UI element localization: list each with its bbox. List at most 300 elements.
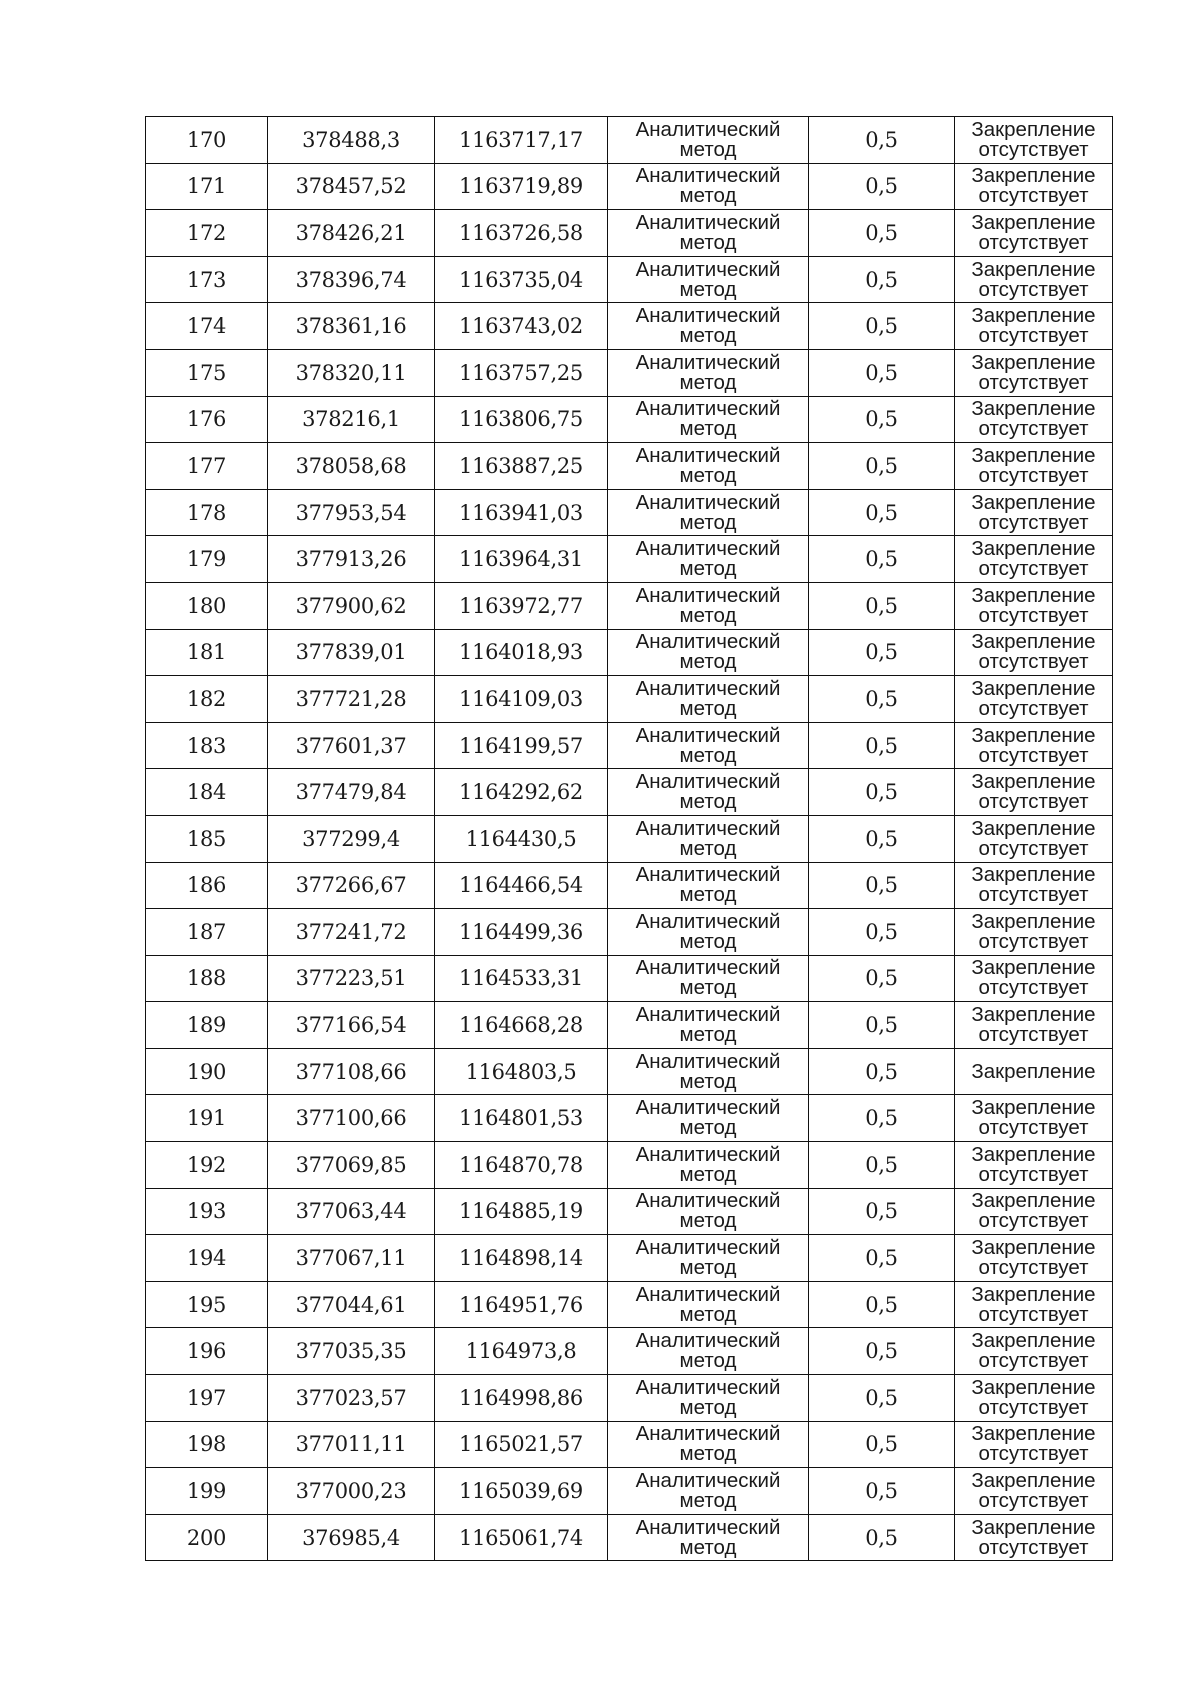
method-line-1: Аналитический [635,350,781,374]
point-number-cell: 182 [146,676,268,723]
method-line-1: Аналитический [635,1049,781,1073]
method-cell [608,955,809,1002]
fixing-line-2: отсутствует [978,1395,1089,1419]
fixing-line-2: отсутствует [978,417,1089,441]
fixing-line-1: Закрепление [971,1282,1096,1306]
fixing-cell [955,1468,1113,1515]
table-body [146,117,1113,1561]
y-coordinate-cell: 1163726,58 [435,210,608,257]
fixing-cell [955,1048,1113,1095]
method-line-1: Аналитический [635,863,781,887]
table-row [146,769,1113,816]
fixing-cell [955,629,1113,676]
table-row [146,815,1113,862]
method-line-2: метод [679,557,737,581]
accuracy-cell: 0,5 [809,489,955,536]
fixing-line-1: Закрепление [971,956,1096,980]
y-coordinate-cell: 1164870,78 [435,1142,608,1189]
table-row [146,1281,1113,1328]
table-row [146,1235,1113,1282]
x-coordinate-cell: 377839,01 [268,629,435,676]
y-coordinate-cell: 1163757,25 [435,349,608,396]
accuracy-cell: 0,5 [809,769,955,816]
method-line-1: Аналитический [635,117,781,141]
accuracy-cell: 0,5 [809,1375,955,1422]
method-line-1: Аналитический [635,1236,781,1260]
table-row [146,1328,1113,1375]
y-coordinate-cell: 1163972,77 [435,582,608,629]
table-row [146,303,1113,350]
fixing-line-1: Закрепление [971,583,1096,607]
table-row [146,722,1113,769]
fixing-line-2: отсутствует [978,557,1089,581]
fixing-cell [955,1188,1113,1235]
x-coordinate-cell: 376985,4 [268,1514,435,1561]
accuracy-cell: 0,5 [809,1095,955,1142]
x-coordinate-cell: 377023,57 [268,1375,435,1422]
method-cell [608,1514,809,1561]
point-number-cell: 191 [146,1095,268,1142]
method-line-1: Аналитический [635,490,781,514]
x-coordinate-cell: 377266,67 [268,862,435,909]
accuracy-cell: 0,5 [809,163,955,210]
x-coordinate-cell: 377063,44 [268,1188,435,1235]
y-coordinate-cell: 1164109,03 [435,676,608,723]
fixing-line-1: Закрепление [971,770,1096,794]
method-line-1: Аналитический [635,676,781,700]
accuracy-cell: 0,5 [809,909,955,956]
accuracy-cell: 0,5 [809,117,955,164]
method-line-2: метод [679,1442,737,1466]
x-coordinate-cell: 378361,16 [268,303,435,350]
point-number-cell: 176 [146,396,268,443]
table-row [146,117,1113,164]
x-coordinate-cell: 378488,3 [268,117,435,164]
fixing-line-2: отсутствует [978,463,1089,487]
y-coordinate-cell: 1165061,74 [435,1514,608,1561]
method-line-2: метод [679,370,737,394]
method-cell [608,396,809,443]
fixing-line-2: отсутствует [978,790,1089,814]
fixing-line-2: отсутствует [978,1209,1089,1233]
point-number-cell: 179 [146,536,268,583]
fixing-cell [955,722,1113,769]
fixing-cell [955,163,1113,210]
fixing-cell [955,815,1113,862]
accuracy-cell: 0,5 [809,862,955,909]
fixing-cell [955,349,1113,396]
accuracy-cell: 0,5 [809,1328,955,1375]
fixing-cell [955,1095,1113,1142]
fixing-line-2: отсутствует [978,603,1089,627]
x-coordinate-cell: 377000,23 [268,1468,435,1515]
method-line-1: Аналитический [635,397,781,421]
table-row [146,676,1113,723]
x-coordinate-cell: 378320,11 [268,349,435,396]
fixing-line-1: Закрепление [971,630,1096,654]
method-line-2: метод [679,1116,737,1140]
fixing-line-2: отсутствует [978,883,1089,907]
fixing-line-1: Закрепление [971,443,1096,467]
fixing-cell [955,676,1113,723]
y-coordinate-cell: 1164885,19 [435,1188,608,1235]
fixing-line-2: отсутствует [978,324,1089,348]
accuracy-cell: 0,5 [809,256,955,303]
accuracy-cell: 0,5 [809,303,955,350]
fixing-line-2: отсутствует [978,277,1089,301]
fixing-line-2: отсутствует [978,1256,1089,1280]
fixing-line-2: отсутствует [978,743,1089,767]
point-number-cell: 172 [146,210,268,257]
y-coordinate-cell: 1165021,57 [435,1421,608,1468]
y-coordinate-cell: 1164199,57 [435,722,608,769]
point-number-cell: 193 [146,1188,268,1235]
method-cell [608,1048,809,1095]
point-number-cell: 196 [146,1328,268,1375]
x-coordinate-cell: 377241,72 [268,909,435,956]
y-coordinate-cell: 1164668,28 [435,1002,608,1049]
method-line-1: Аналитический [635,1469,781,1493]
method-cell [608,1235,809,1282]
accuracy-cell: 0,5 [809,629,955,676]
fixing-cell [955,1375,1113,1422]
fixing-line-2: отсутствует [978,510,1089,534]
method-cell [608,1328,809,1375]
x-coordinate-cell: 378426,21 [268,210,435,257]
y-coordinate-cell: 1164998,86 [435,1375,608,1422]
fixing-line-1: Закрепление [971,1329,1096,1353]
method-line-2: метод [679,230,737,254]
table-row [146,862,1113,909]
y-coordinate-cell: 1164292,62 [435,769,608,816]
y-coordinate-cell: 1165039,69 [435,1468,608,1515]
fixing-line-1: Закрепление [971,1469,1096,1493]
fixing-cell [955,862,1113,909]
method-line-2: метод [679,790,737,814]
x-coordinate-cell: 377100,66 [268,1095,435,1142]
point-number-cell: 174 [146,303,268,350]
x-coordinate-cell: 377601,37 [268,722,435,769]
point-number-cell: 186 [146,862,268,909]
table-row [146,1048,1113,1095]
accuracy-cell: 0,5 [809,1188,955,1235]
method-cell [608,722,809,769]
point-number-cell: 190 [146,1048,268,1095]
method-cell [608,117,809,164]
table-row [146,582,1113,629]
method-cell [608,210,809,257]
fixing-line-1: Закрепление [971,1096,1096,1120]
method-cell [608,1375,809,1422]
fixing-line-1: Закрепление [971,1059,1096,1083]
table-row [146,349,1113,396]
point-number-cell: 170 [146,117,268,164]
fixing-line-1: Закрепление [971,257,1096,281]
y-coordinate-cell: 1163806,75 [435,396,608,443]
fixing-cell [955,443,1113,490]
point-number-cell: 197 [146,1375,268,1422]
accuracy-cell: 0,5 [809,1002,955,1049]
fixing-cell [955,769,1113,816]
fixing-cell [955,1281,1113,1328]
point-number-cell: 199 [146,1468,268,1515]
accuracy-cell: 0,5 [809,1514,955,1561]
method-cell [608,256,809,303]
table-row [146,1002,1113,1049]
fixing-line-2: отсутствует [978,1349,1089,1373]
method-cell [608,909,809,956]
table-row [146,909,1113,956]
fixing-line-1: Закрепление [971,816,1096,840]
point-number-cell: 173 [146,256,268,303]
method-cell [608,489,809,536]
fixing-cell [955,1328,1113,1375]
fixing-line-1: Закрепление [971,490,1096,514]
table-row [146,955,1113,1002]
fixing-line-1: Закрепление [971,676,1096,700]
method-line-1: Аналитический [635,583,781,607]
x-coordinate-cell: 378058,68 [268,443,435,490]
accuracy-cell: 0,5 [809,1235,955,1282]
table-row [146,256,1113,303]
x-coordinate-cell: 377108,66 [268,1048,435,1095]
fixing-line-2: отсутствует [978,696,1089,720]
fixing-line-1: Закрепление [971,1189,1096,1213]
x-coordinate-cell: 377166,54 [268,1002,435,1049]
table-row [146,1095,1113,1142]
method-cell [608,629,809,676]
x-coordinate-cell: 377913,26 [268,536,435,583]
point-number-cell: 178 [146,489,268,536]
fixing-line-2: отсутствует [978,976,1089,1000]
fixing-cell [955,396,1113,443]
x-coordinate-cell: 378457,52 [268,163,435,210]
x-coordinate-cell: 378396,74 [268,256,435,303]
accuracy-cell: 0,5 [809,443,955,490]
fixing-line-1: Закрепление [971,210,1096,234]
method-line-2: метод [679,743,737,767]
fixing-line-2: отсутствует [978,1116,1089,1140]
fixing-line-2: отсутствует [978,1442,1089,1466]
table-row [146,210,1113,257]
point-number-cell: 185 [146,815,268,862]
method-line-1: Аналитический [635,210,781,234]
fixing-line-1: Закрепление [971,1236,1096,1260]
method-cell [608,349,809,396]
point-number-cell: 187 [146,909,268,956]
method-cell [608,443,809,490]
method-cell [608,1421,809,1468]
x-coordinate-cell: 377011,11 [268,1421,435,1468]
method-line-2: метод [679,603,737,627]
method-line-2: метод [679,836,737,860]
table-row [146,443,1113,490]
fixing-line-1: Закрепление [971,537,1096,561]
fixing-cell [955,1002,1113,1049]
method-line-2: метод [679,1349,737,1373]
x-coordinate-cell: 377900,62 [268,582,435,629]
method-line-1: Аналитический [635,1422,781,1446]
fixing-cell [955,1514,1113,1561]
method-line-1: Аналитический [635,304,781,328]
method-line-1: Аналитический [635,723,781,747]
x-coordinate-cell: 377953,54 [268,489,435,536]
accuracy-cell: 0,5 [809,815,955,862]
method-line-1: Аналитический [635,1282,781,1306]
method-line-2: метод [679,137,737,161]
y-coordinate-cell: 1164803,5 [435,1048,608,1095]
method-line-2: метод [679,417,737,441]
y-coordinate-cell: 1163941,03 [435,489,608,536]
method-line-1: Аналитический [635,770,781,794]
fixing-cell [955,909,1113,956]
method-cell [608,1468,809,1515]
point-number-cell: 192 [146,1142,268,1189]
y-coordinate-cell: 1164898,14 [435,1235,608,1282]
x-coordinate-cell: 377479,84 [268,769,435,816]
fixing-line-1: Закрепление [971,723,1096,747]
point-number-cell: 171 [146,163,268,210]
method-line-1: Аналитический [635,1189,781,1213]
method-line-2: метод [679,650,737,674]
y-coordinate-cell: 1164801,53 [435,1095,608,1142]
method-cell [608,1188,809,1235]
fixing-cell [955,210,1113,257]
method-cell [608,769,809,816]
fixing-cell [955,117,1113,164]
fixing-cell [955,303,1113,350]
fixing-line-1: Закрепление [971,909,1096,933]
table-row [146,1468,1113,1515]
point-number-cell: 194 [146,1235,268,1282]
accuracy-cell: 0,5 [809,1142,955,1189]
fixing-line-2: отсутствует [978,1162,1089,1186]
method-line-2: метод [679,324,737,348]
y-coordinate-cell: 1163735,04 [435,256,608,303]
table-row [146,489,1113,536]
table-row [146,1421,1113,1468]
fixing-line-1: Закрепление [971,1375,1096,1399]
fixing-line-2: отсутствует [978,1535,1089,1559]
method-cell [608,1142,809,1189]
method-line-2: метод [679,1256,737,1280]
point-number-cell: 188 [146,955,268,1002]
x-coordinate-cell: 377721,28 [268,676,435,723]
y-coordinate-cell: 1164951,76 [435,1281,608,1328]
y-coordinate-cell: 1163964,31 [435,536,608,583]
method-line-1: Аналитический [635,909,781,933]
fixing-line-2: отсутствует [978,1302,1089,1326]
method-line-2: метод [679,1069,737,1093]
point-number-cell: 189 [146,1002,268,1049]
accuracy-cell: 0,5 [809,536,955,583]
y-coordinate-cell: 1164499,36 [435,909,608,956]
x-coordinate-cell: 377035,35 [268,1328,435,1375]
point-number-cell: 180 [146,582,268,629]
accuracy-cell: 0,5 [809,1281,955,1328]
method-cell [608,303,809,350]
method-cell [608,862,809,909]
accuracy-cell: 0,5 [809,722,955,769]
method-line-1: Аналитический [635,630,781,654]
method-line-1: Аналитический [635,443,781,467]
fixing-cell [955,955,1113,1002]
fixing-line-2: отсутствует [978,1489,1089,1513]
y-coordinate-cell: 1163719,89 [435,163,608,210]
point-number-cell: 200 [146,1514,268,1561]
method-cell [608,1095,809,1142]
method-line-1: Аналитический [635,257,781,281]
x-coordinate-cell: 377223,51 [268,955,435,1002]
y-coordinate-cell: 1164018,93 [435,629,608,676]
fixing-cell [955,256,1113,303]
method-line-2: метод [679,277,737,301]
fixing-line-2: отсутствует [978,230,1089,254]
method-cell [608,582,809,629]
coordinates-table [145,116,1113,1561]
fixing-line-1: Закрепление [971,1003,1096,1027]
fixing-line-1: Закрепление [971,1142,1096,1166]
method-line-2: метод [679,463,737,487]
method-line-1: Аналитический [635,537,781,561]
method-line-1: Аналитический [635,956,781,980]
fixing-cell [955,489,1113,536]
table-row [146,1514,1113,1561]
method-cell [608,536,809,583]
point-number-cell: 183 [146,722,268,769]
x-coordinate-cell: 377069,85 [268,1142,435,1189]
y-coordinate-cell: 1164430,5 [435,815,608,862]
fixing-cell [955,582,1113,629]
fixing-line-2: отсутствует [978,1023,1089,1047]
method-line-2: метод [679,1535,737,1559]
method-line-2: метод [679,883,737,907]
fixing-cell [955,1142,1113,1189]
method-cell [608,815,809,862]
table-row [146,536,1113,583]
table-row [146,1375,1113,1422]
accuracy-cell: 0,5 [809,1421,955,1468]
method-line-2: метод [679,1302,737,1326]
method-line-1: Аналитический [635,1003,781,1027]
accuracy-cell: 0,5 [809,676,955,723]
accuracy-cell: 0,5 [809,1468,955,1515]
point-number-cell: 195 [146,1281,268,1328]
method-line-1: Аналитический [635,1375,781,1399]
method-line-1: Аналитический [635,1329,781,1353]
fixing-line-1: Закрепление [971,117,1096,141]
fixing-line-2: отсутствует [978,137,1089,161]
y-coordinate-cell: 1163887,25 [435,443,608,490]
method-line-2: метод [679,1162,737,1186]
method-line-2: метод [679,1209,737,1233]
method-line-1: Аналитический [635,1142,781,1166]
method-line-1: Аналитический [635,1096,781,1120]
accuracy-cell: 0,5 [809,210,955,257]
method-line-2: метод [679,184,737,208]
y-coordinate-cell: 1163717,17 [435,117,608,164]
method-line-2: метод [679,696,737,720]
accuracy-cell: 0,5 [809,582,955,629]
table-row [146,629,1113,676]
x-coordinate-cell: 377299,4 [268,815,435,862]
x-coordinate-cell: 377067,11 [268,1235,435,1282]
method-line-2: метод [679,976,737,1000]
fixing-line-1: Закрепление [971,1515,1096,1539]
method-line-2: метод [679,929,737,953]
method-line-2: метод [679,1023,737,1047]
accuracy-cell: 0,5 [809,955,955,1002]
